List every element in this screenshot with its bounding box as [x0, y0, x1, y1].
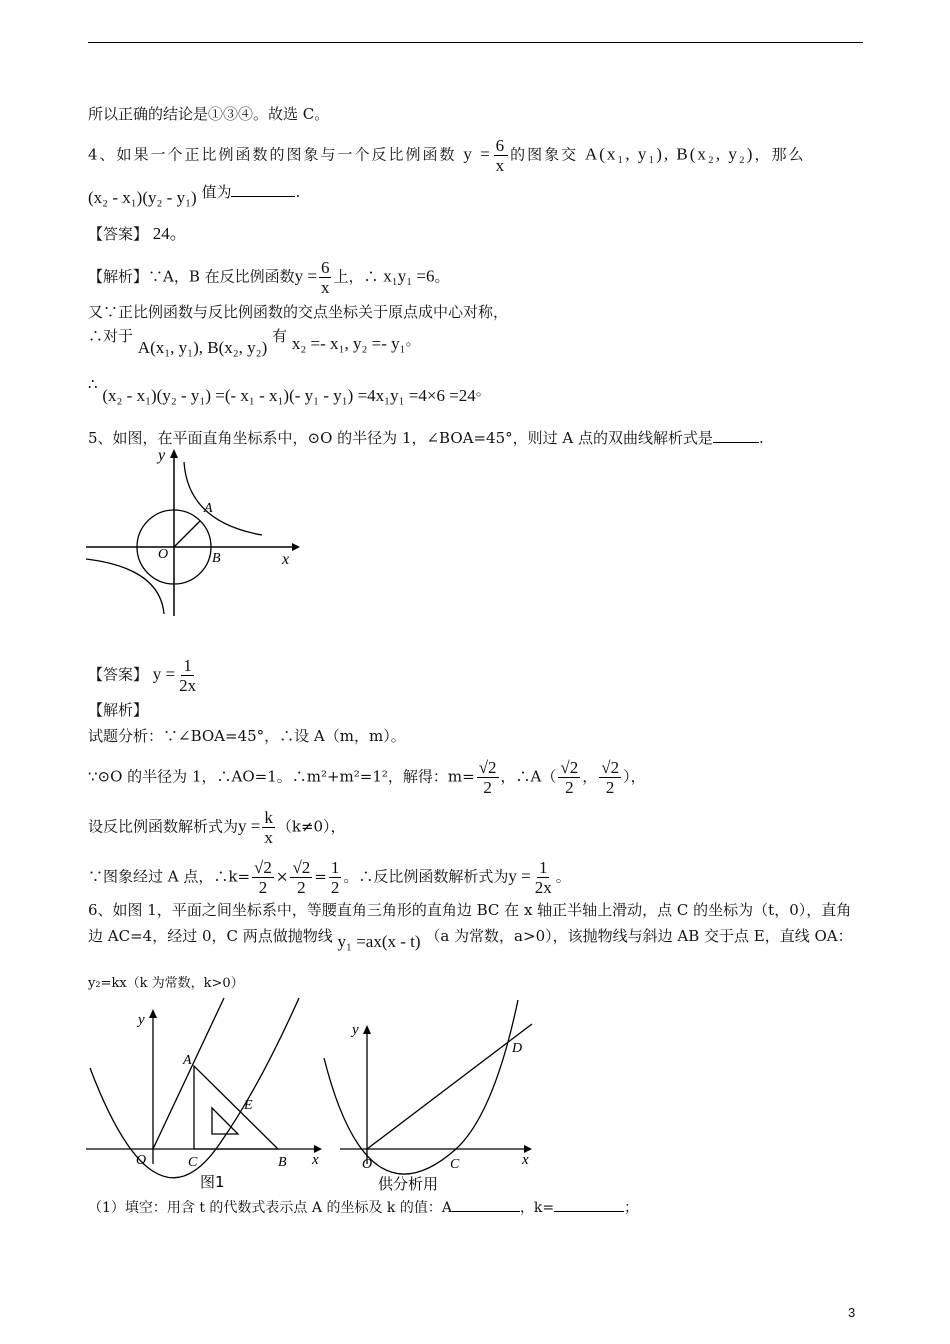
q5-answer-blank [713, 442, 759, 443]
q5-sqrt-frac-m: $\frac{√2}{2}$ [478, 758, 497, 797]
q5-label-x: x [282, 551, 290, 568]
q5-answer: 【答案】 y = $\frac{1}{2x}$ [88, 656, 197, 695]
fig2-label-x: x [522, 1152, 529, 1168]
fig2-label-y: y [352, 1022, 359, 1038]
header-rule [88, 42, 863, 43]
fig2-label-o: O [362, 1157, 373, 1172]
q6-k-blank [554, 1211, 624, 1212]
q5-k-frac-1: $\frac{√2}{2}$ [254, 858, 272, 897]
fig1-caption: 图1 [200, 1173, 225, 1191]
q5-analysis-label: 【解析】 [88, 701, 149, 719]
q5-label-y: y [158, 447, 166, 464]
q4-analysis-fraction: $\frac{6}{x}$ [320, 258, 330, 297]
q6-subquestion-1: （1）填空：用含 t 的代数式表示点 A 的坐标及 k 的值：A ，k= ； [88, 1200, 639, 1216]
fig2-y-arrow [363, 1025, 371, 1034]
fig1-label-o: O [136, 1153, 147, 1168]
q6-a-blank [452, 1211, 520, 1212]
fig1-label-y: y [138, 1012, 145, 1028]
page-number: 3 [848, 1305, 856, 1320]
q4-analysis-line1: 【解析】∵A，B 在反比例函数y = $\frac{6}{x}$ 上，∴ x₁y₁ =6。 [88, 258, 450, 297]
q5-label-a: A [204, 501, 213, 516]
q5-hyperbola-left [86, 559, 164, 614]
q5-radius-oa [174, 521, 200, 547]
q5-analysis-line4: ∵图象经过 A 点，∴k= $\frac{√2}{2}$ × $\frac{√2}{2}$ = $\frac{1}{2}$ 。∴反比例函数解析式为y = $\frac{1}{2x}$ 。 [88, 858, 571, 897]
q4-line1: 4、如果一个正比例函数的图象与一个反比例函数 y = $\frac{6}{x}$ 的图象交 A(x₁, y₁), B(x₂, y₂)，那么 [88, 136, 806, 175]
fig2-caption: 供分析用 [378, 1175, 439, 1193]
q5-question: 5、如图，在平面直角坐标系中，⊙O 的半径为 1，∠BOA=45°，则过 A 点的双曲线解析式是 . [88, 429, 764, 447]
q4-answer: 【答案】 24。 [88, 224, 187, 243]
q5-y-arrow [170, 449, 178, 458]
q4-answer-blank [231, 196, 295, 197]
q6-figure-2 [318, 996, 538, 1194]
fig1-label-b: B [278, 1155, 287, 1170]
fig2-label-d: D [512, 1041, 523, 1056]
fig1-y-arrow [149, 1009, 157, 1018]
fig2-label-c: C [450, 1157, 460, 1172]
q5-sqrt-frac-ay: $\frac{√2}{2}$ [601, 758, 620, 797]
q6-line1: 6、如图 1，平面之间坐标系中，等腰直角三角形的直角边 BC 在 x 轴正半轴上滑动，点 C 的坐标为（t，0），直角 [88, 901, 852, 919]
fig1-label-x: x [312, 1152, 319, 1168]
q5-hyperbola-right [184, 462, 262, 535]
q5-label-o: O [158, 547, 169, 562]
q5-answer-fraction: $\frac{1}{2x}$ [179, 656, 197, 695]
q5-k-frac-2: $\frac{√2}{2}$ [292, 858, 311, 897]
fig1-triangle-abc [194, 1066, 278, 1149]
q4-fraction: $\frac{6}{x}$ [495, 136, 507, 175]
q4-analysis-line4: ∴ (x₂ - x₁)(y₂ - y₁) =(- x₁ - x₁)(- y₁ - y₁) =4x₁y₁ =4×6 =24。 [88, 375, 491, 405]
q4-analysis-line2: 又∵正比例函数与反比例函数的交点坐标关于原点成中心对称， [88, 303, 509, 321]
q5-analysis-line2: ∵⊙O 的半径为 1，∴AO=1。∴m²+m²=1²，解得：m= $\frac{√2}{2}$ ，∴A（ $\frac{√2}{2}$ ， $\frac{√2}{2}$ ）， [88, 758, 646, 797]
q5-analysis-line3: 设反比例函数解析式为y = $\frac{k}{x}$ （k≠0）， [88, 808, 346, 847]
q5-final-fraction: $\frac{1}{2x}$ [534, 858, 552, 897]
fig1-label-c: C [188, 1155, 198, 1170]
q5-analysis-line1: 试题分析：∵∠BOA=45°，∴设 A（m，m）。 [88, 727, 406, 745]
q4-line2: (x₂ - x₁)(y₂ - y₁) 值为 . [88, 183, 301, 207]
previous-conclusion: 所以正确的结论是①③④。故选 C。 [88, 105, 330, 123]
q5-k-value: $\frac{1}{2}$ [330, 858, 340, 897]
q5-figure [86, 446, 306, 618]
q4-analysis-line3: ∴对于 A(x₁, y₁), B(x₂, y₂) 有 x₂ =- x₁, y₂ =- y₁。 [88, 327, 421, 357]
q6-figure-1 [86, 996, 326, 1194]
fig1-label-e: E [244, 1098, 253, 1113]
q6-line2: 边 AC=4，经过 0，C 两点做抛物线 y₁ =ax(x - t) （a 为常数，a>0），该抛物线与斜边 AB 交于点 E，直线 OA： [88, 927, 853, 951]
q6-line3: y₂=kx（k 为常数，k>0） [88, 976, 244, 991]
q5-sqrt-frac-ax: $\frac{√2}{2}$ [560, 758, 579, 797]
fig1-label-a: A [183, 1053, 192, 1068]
q5-label-b: B [212, 551, 221, 566]
q5-k-over-x: $\frac{k}{x}$ [264, 808, 273, 847]
fig1-line-oa [153, 998, 224, 1149]
q5-x-arrow [292, 543, 300, 551]
